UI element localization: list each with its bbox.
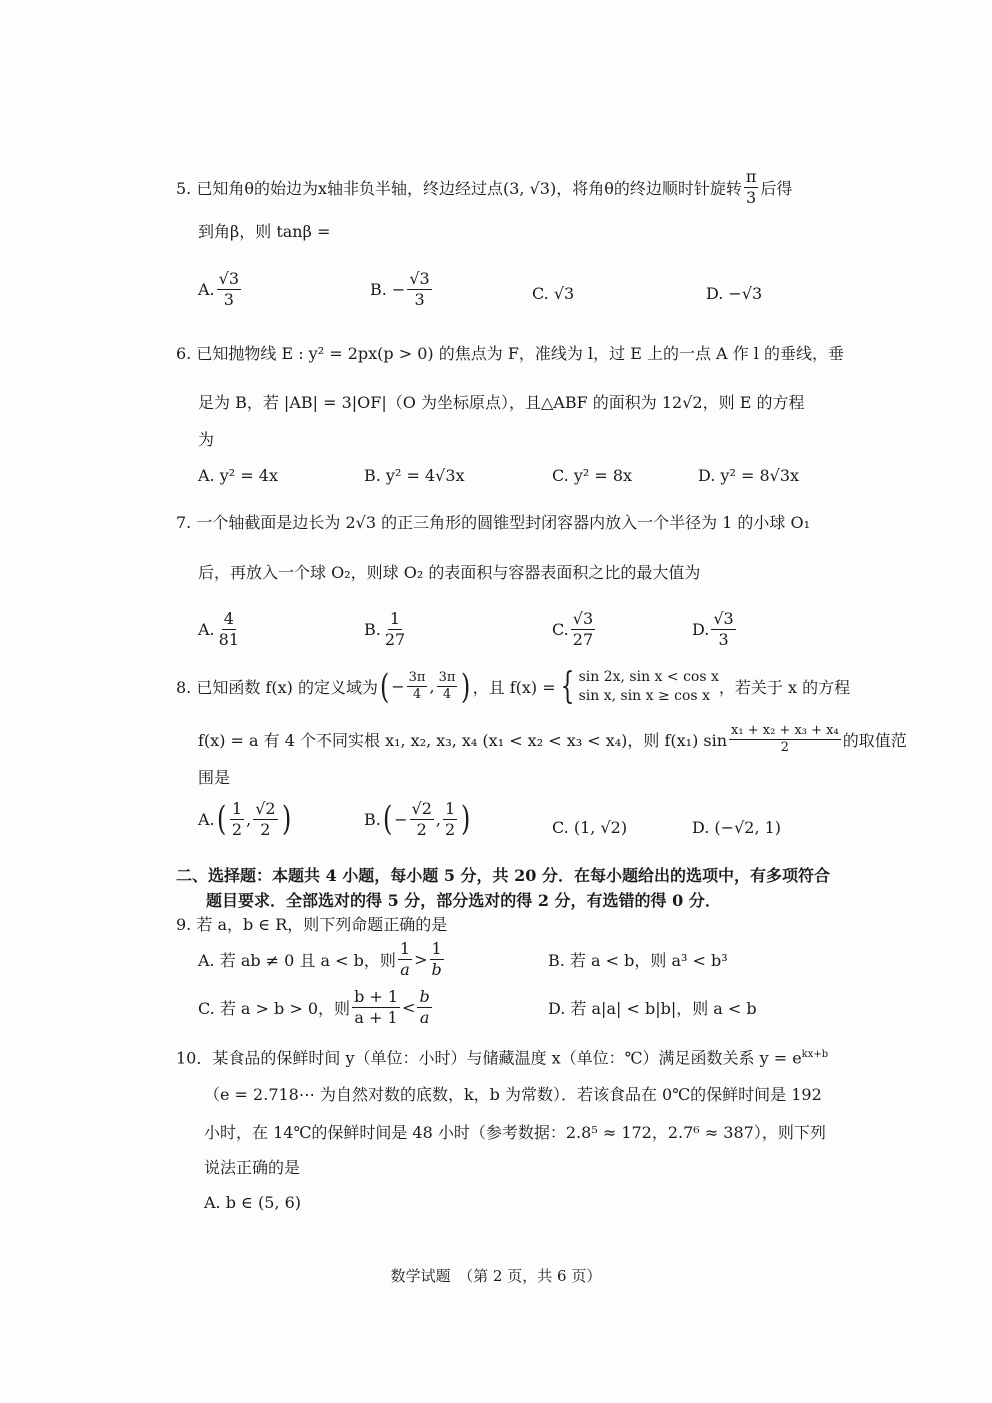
q10-line3: 小时，在 14℃的保鲜时间是 48 小时（参考数据：2.8⁵ ≈ 172，2.7⁶ ≈ 387），则下列 xyxy=(204,1123,826,1142)
q7-line1: 7. 一个轴截面是边长为 2√3 的正三角形的圆锥型封闭容器内放入一个半径为 1 的小球 O₁ xyxy=(176,513,811,532)
q8-line2: f(x) = a 有 4 个不同实根 x₁, x₂, x₃, x₄ (x₁ < x₂ < x₃ < x₄)，则 f(x₁) sin $\frac{\text{x₁ + x₂ + x₃ + x₄}}{2}$ 的取值范 xyxy=(198,723,907,756)
q8-piecewise: sin 2x, sin x < cos x sin x, sin x ≥ cos x xyxy=(578,669,719,704)
q10-option-a: A. b ∈ (5, 6) xyxy=(204,1193,301,1212)
q9-option-a: A. 若 ab ≠ 0 且 a < b，则 $\frac{1}{a}$ > $\frac{1}{b}$ xyxy=(198,939,442,979)
section2-line2: 题目要求．全部选对的得 5 分，部分选对的得 2 分，有选错的得 0 分． xyxy=(206,891,721,910)
q6-option-b: B. y² = 4√3x xyxy=(364,466,465,485)
q9-stem: 9. 若 a，b ∈ R，则下列命题正确的是 xyxy=(176,915,448,934)
q10-line2: （e = 2.718⋯ 为自然对数的底数，k，b 为常数）．若该食品在 0℃的保鲜时间是 192 xyxy=(204,1085,822,1104)
q8-option-d: D. (−√2, 1) xyxy=(692,818,782,837)
q10-line4: 说法正确的是 xyxy=(204,1158,301,1177)
q5-option-d: D. −√3 xyxy=(706,284,763,303)
q5-stem-b: 后得 xyxy=(760,178,793,198)
q6-option-c: C. y² = 8x xyxy=(552,466,633,485)
q9-option-d: D. 若 a|a| < b|b|，则 a < b xyxy=(548,999,757,1018)
q8-line1: 8. 已知函数 f(x) 的定义域为 ( − $\frac{3\pi}{4}$ , $\frac{3\pi}{4}$ ) ，且 f(x) = { sin 2x, sin x < cos x sin x, sin x ≥ cos x ，若关于 x 的方程 xyxy=(176,665,851,707)
q10-exponent: kx+b xyxy=(801,1049,829,1060)
q9-option-c: C. 若 a > b > 0，则 $\frac{b + 1}{a + 1}$ < $\frac{b}{a}$ xyxy=(198,987,430,1027)
section2-line1: 二、选择题：本题共 4 小题，每小题 5 分，共 20 分．在每小题给出的选项中，有多项符合 xyxy=(176,866,830,885)
q8-option-b: B. ( − $\frac{√2}{2}$ , $\frac{1}{2}$ ) xyxy=(364,799,471,840)
q7-line2: 后，再放入一个球 O₂，则球 O₂ 的表面积与容器表面积之比的最大值为 xyxy=(198,563,701,582)
q8-option-c: C. (1, √2) xyxy=(552,818,628,837)
q5-option-b: B. − $\frac{√3}{3}$ xyxy=(370,269,430,309)
q5-line2: 到角β，则 tanβ = xyxy=(198,222,331,241)
q5-option-a: A. $\frac{√3}{3}$ xyxy=(198,269,240,309)
q5-option-c: C. √3 xyxy=(532,284,575,303)
q6-line1: 6. 已知抛物线 E : y² = 2px(p > 0) 的焦点为 F，准线为 l，过 E 上的一点 A 作 l 的垂线，垂 xyxy=(176,344,844,363)
q5-line1 xyxy=(176,168,792,206)
page-footer: 数学试题 （第 2 页，共 6 页） xyxy=(390,1267,602,1285)
q7-option-c: C. $\frac{√3}{27}$ xyxy=(552,609,594,649)
q10-line1: 10．某食品的保鲜时间 y（单位：小时）与储藏温度 x（单位：℃）满足函数关系 $y = e^{kx+b}$ xyxy=(176,1048,829,1068)
q7-option-a: A. $\frac{4}{81}$ xyxy=(198,609,239,649)
q6-line2: 足为 B，若 |AB| = 3|OF|（O 为坐标原点），且△ABF 的面积为 12√2，则 E 的方程 xyxy=(198,393,805,412)
q7-option-d: D. $\frac{√3}{3}$ xyxy=(692,609,734,649)
q5-stem-a: 5. 已知角θ的始边为x轴非负半轴，终边经过点(3, √3)，将角θ的终边顺时针旋转 xyxy=(176,178,742,198)
q6-option-d: D. y² = 8√3x xyxy=(698,466,800,485)
q6-line3: 为 xyxy=(198,430,215,449)
q5-rotation-fraction: $\frac{\pi}{3}$ xyxy=(745,167,757,207)
q8-option-a: A. ( $\frac{1}{2}$ , $\frac{√2}{2}$ ) xyxy=(198,799,291,840)
q9-option-b: B. 若 a < b，则 a³ < b³ xyxy=(548,951,728,970)
q7-option-b: B. $\frac{1}{27}$ xyxy=(364,609,406,649)
q8-line3: 围是 xyxy=(198,768,231,787)
q6-option-a: A. y² = 4x xyxy=(198,466,278,485)
